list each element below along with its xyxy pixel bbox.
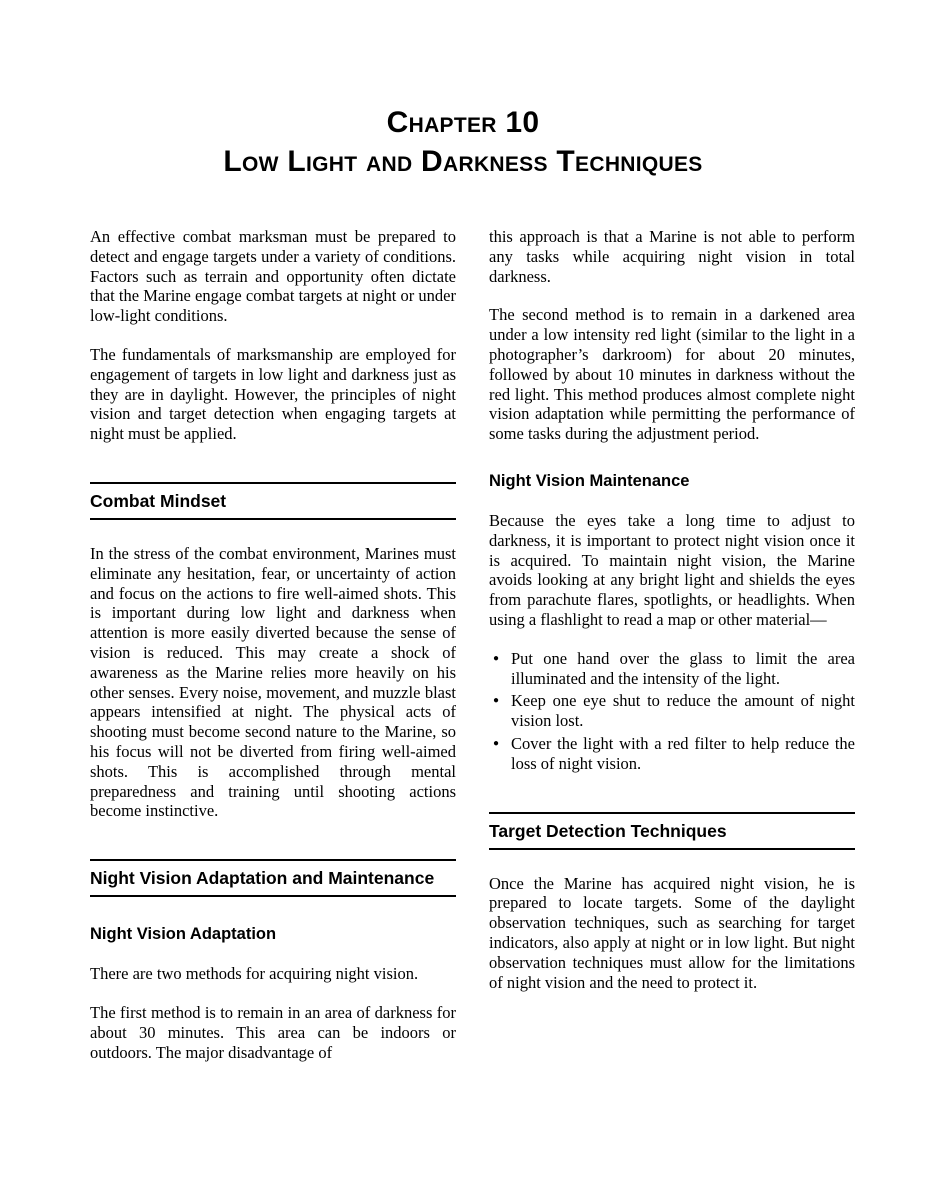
bullet-icon: ● bbox=[493, 737, 500, 749]
paragraph-night-vision-maintenance: Because the eyes take a long time to adjust to darkness, it is important to protect night vision once it is acquired. To maintain night vision, the Marine avoids looking at any bright light and shields the eyes from parachute flares, spotlights, or headlights. When using a flashlight to read a map or other material— bbox=[489, 510, 855, 629]
right-column bbox=[489, 227, 855, 1081]
list-item-text: Cover the light with a red filter to help reduce the loss of night vision. bbox=[511, 733, 855, 773]
paragraph-combat-mindset: In the stress of the combat environment, Marines must eliminate any hesitation, fear, or uncertainty of action and focus on the actions to fire well-aimed shots. This is important during low light and darkness when attention is more easily diverted because the sense of vision is reduced. This may create a shock of awareness as the Marine relies more heavily on his other senses. Every noise, movement, and muzzle blast appears intensified at night. The physical acts of shooting must become second nature to the Marine, so his focus will not be diverted from firing well-aimed shots. This is accomplished through mental preparedness and training until shooting actions become instinctive. bbox=[90, 543, 456, 821]
paragraph-target-detection: Once the Marine has acquired night vision, he is prepared to locate targets. Some of the daylight observation techniques, such as searching for target indicators, also apply at night or in low light. But night observation techniques must allow for the limitations of night vision and the need to protect it. bbox=[489, 873, 855, 992]
subsection-heading-night-vision-maintenance: Night Vision Maintenance bbox=[489, 471, 690, 490]
paragraph-intro-1: An effective combat marksman must be prepared to detect and engage targets under a variety of conditions. Factors such as terrain and opportunity often dictate that the Marine engage combat targets at night or under low-light conditions. bbox=[90, 227, 456, 326]
chapter-title: Low Light and Darkness Techniques bbox=[223, 145, 703, 178]
bullet-icon: ● bbox=[493, 695, 500, 707]
list-item-text: Put one hand over the glass to limit the area illuminated and the intensity of the light. bbox=[511, 648, 855, 688]
flashlight-tips-list bbox=[489, 649, 855, 774]
section-heading-combat-mindset: Combat Mindset bbox=[90, 482, 456, 520]
bullet-icon: ● bbox=[493, 652, 500, 664]
list-item bbox=[489, 691, 855, 731]
two-column-layout bbox=[0, 227, 926, 1081]
chapter-number: Chapter 10 bbox=[386, 106, 540, 139]
paragraph-intro-2: The fundamentals of marksmanship are employed for engagement of targets in low light and darkness just as they are in daylight. However, the principles of night vision and target detection when engaging targets at night must be applied. bbox=[90, 344, 456, 444]
section-heading-night-vision-adaptation-and-maintenance: Night Vision Adaptation and Maintenance bbox=[90, 859, 456, 897]
chapter-header bbox=[0, 0, 926, 181]
list-item bbox=[489, 649, 855, 689]
paragraph-two-methods: There are two methods for acquiring night vision. bbox=[90, 964, 419, 984]
paragraph-first-method-continued: this approach is that a Marine is not able to perform any tasks while acquiring night vision in total darkness. bbox=[489, 227, 855, 286]
paragraph-first-method: The first method is to remain in an area of darkness for about 30 minutes. This area can be indoors or outdoors. The major disadvantage of bbox=[90, 1002, 456, 1062]
paragraph-second-method: The second method is to remain in a darkened area under a low intensity red light (similar to the light in a photographer’s darkroom) for about 20 minutes, followed by about 10 minutes in darkness without the red light. This method produces almost complete night vision adaptation while permitting the performance of some tasks during the adjustment period. bbox=[489, 305, 855, 444]
list-item bbox=[489, 734, 855, 774]
section-heading-target-detection-techniques: Target Detection Techniques bbox=[489, 812, 855, 850]
subsection-heading-night-vision-adaptation: Night Vision Adaptation bbox=[90, 925, 277, 944]
list-item-text: Keep one eye shut to reduce the amount of night vision lost. bbox=[511, 691, 855, 731]
left-column bbox=[90, 227, 456, 1081]
